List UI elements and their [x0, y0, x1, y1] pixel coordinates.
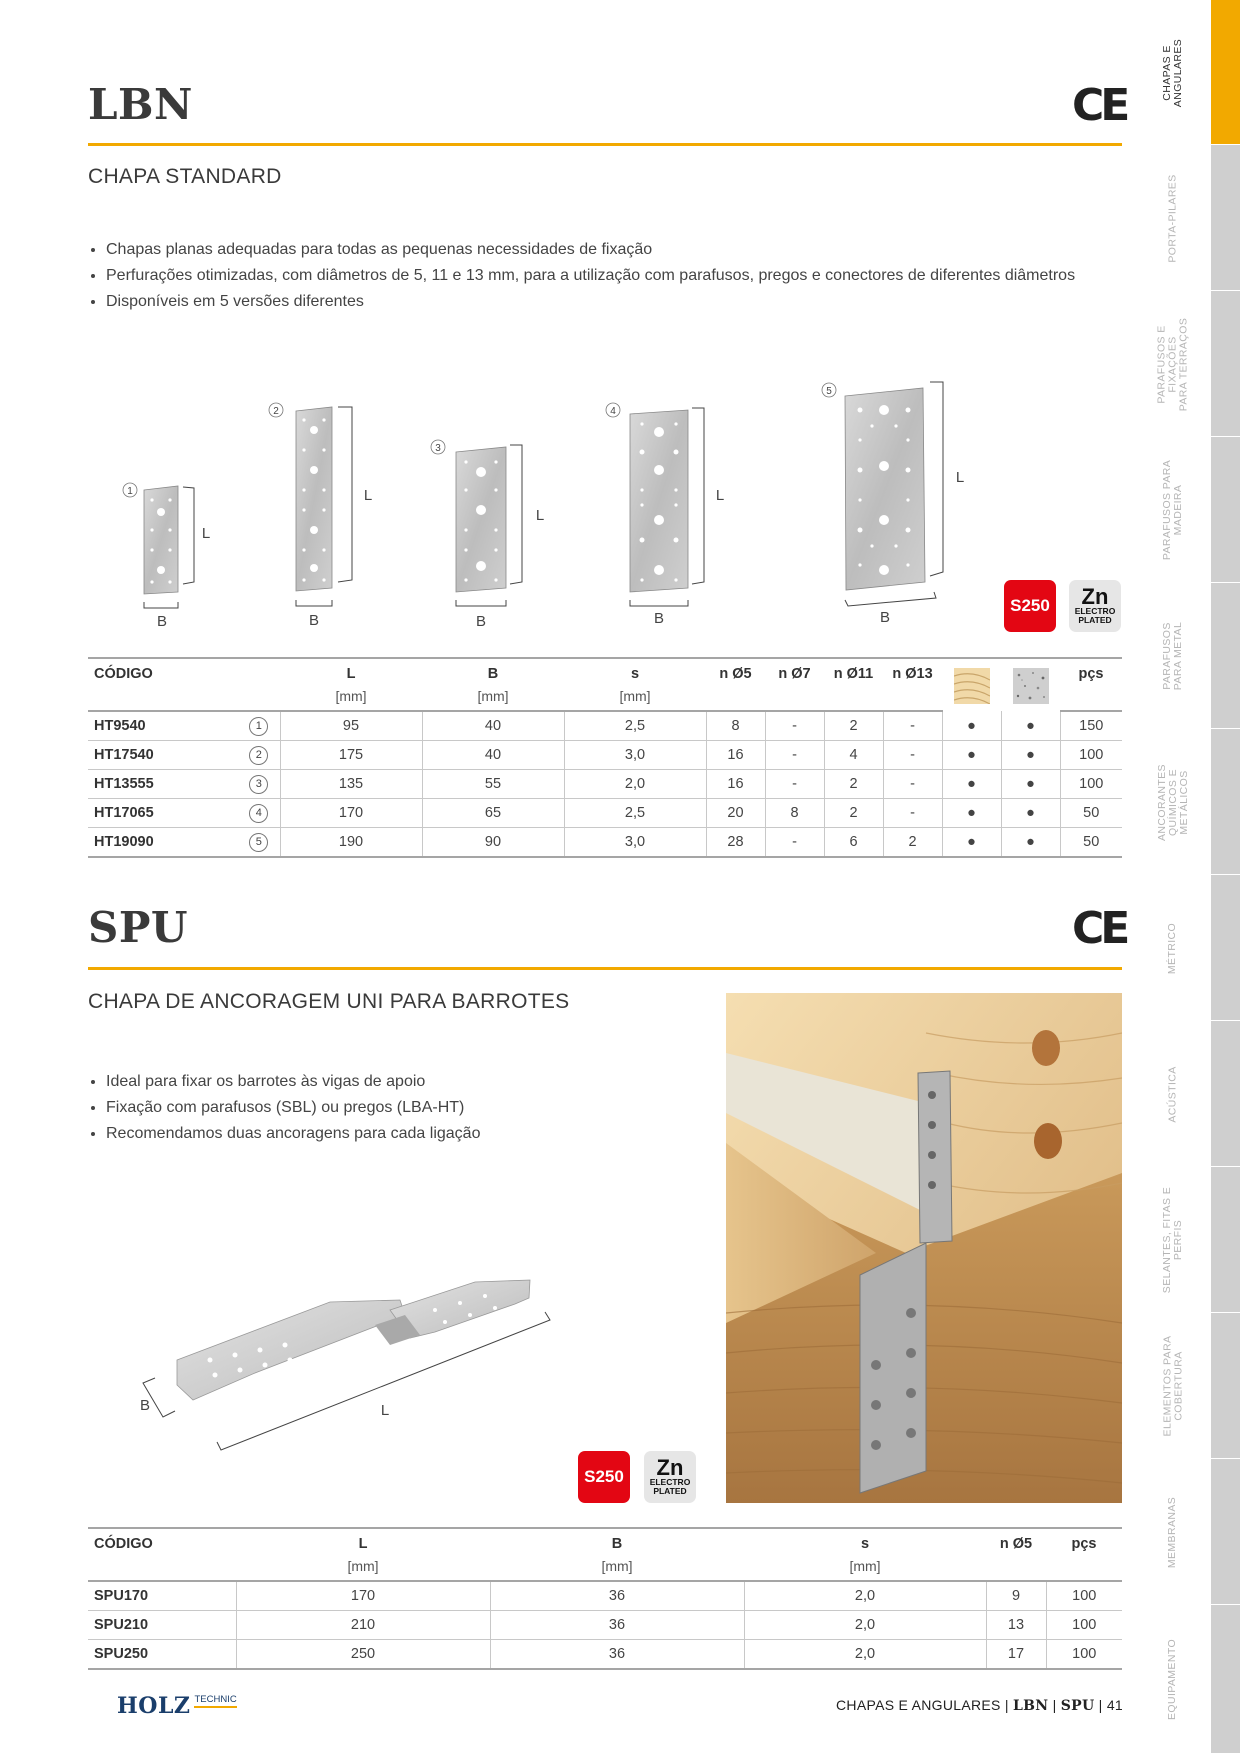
lbn-cell-l: 175: [280, 741, 422, 770]
table-row: [88, 1611, 1122, 1640]
holz-technic-logo: [117, 1693, 237, 1719]
footer-separator: |: [1052, 1697, 1057, 1713]
lbn-col-n7: n Ø7: [765, 658, 824, 684]
sidebar-tab-equipamento-marker[interactable]: [1211, 1605, 1240, 1754]
spu-installation-photo: [726, 993, 1122, 1503]
lbn-cell-concrete: ●: [1001, 828, 1060, 858]
table-row: [88, 741, 1122, 770]
spu-zn-label: Zn: [656, 1455, 684, 1480]
lbn-cell-n11: 2: [824, 711, 883, 741]
sidebar-tab-terracos-marker[interactable]: [1211, 291, 1240, 437]
sidebar-tab-acustica-marker[interactable]: [1211, 1021, 1240, 1167]
footer-section: CHAPAS E ANGULARES: [836, 1697, 1001, 1713]
plate-3-number: 3: [435, 443, 441, 454]
lbn-cell-n5: 20: [706, 799, 765, 828]
lbn-cell-n11: 2: [824, 799, 883, 828]
lbn-cell-s: 3,0: [564, 741, 706, 770]
lbn-ce-mark: CE: [1072, 80, 1127, 131]
lbn-cell-n11: 2: [824, 770, 883, 799]
spu-zn-sub1: ELECTRO: [649, 1477, 691, 1487]
spu-cell-pcs: 100: [1046, 1611, 1122, 1640]
plate-1-dim-b: B: [156, 613, 168, 630]
spu-unit-s: [mm]: [744, 1554, 986, 1581]
plate-5-dim-l: L: [955, 469, 965, 486]
sidebar-tab-metal-marker[interactable]: [1211, 583, 1240, 729]
spu-cell-pcs: 100: [1046, 1581, 1122, 1611]
lbn-cell-n13: 2: [883, 828, 942, 858]
table-row: [88, 1581, 1122, 1611]
footer-item-lbn: LBN: [1013, 1698, 1049, 1714]
footer-separator: |: [1098, 1697, 1103, 1713]
spu-feature-item: • Fixação com parafusos (SBL) ou pregos (LBA-HT): [106, 1098, 480, 1117]
table-row: [88, 799, 1122, 828]
sidebar-tab-equipamento[interactable]: EQUIPAMENTO: [1166, 1638, 1179, 1721]
sidebar-tab-chapas[interactable]: CHAPAS E ANGULARES: [1161, 38, 1184, 107]
spu-s250-label: S250: [584, 1467, 624, 1486]
plate-5-number: 5: [826, 386, 832, 397]
sidebar-tab-madeira-marker[interactable]: [1211, 437, 1240, 583]
lbn-cell-wood: ●: [942, 799, 1001, 828]
plate-4-illustration: [606, 403, 724, 627]
lbn-cell-code: HT9540: [88, 711, 238, 741]
plate-3-dim-b: B: [475, 613, 487, 630]
lbn-col-n11: n Ø11: [824, 658, 883, 684]
spu-dim-b: B: [139, 1397, 151, 1414]
lbn-cell-b: 55: [422, 770, 564, 799]
lbn-cell-s: 3,0: [564, 828, 706, 858]
sidebar-tab-porta-pilares[interactable]: PORTA-PILARES: [1166, 173, 1179, 263]
spu-col-s: s: [744, 1528, 986, 1554]
sidebar-tab-porta-pilares-marker[interactable]: [1211, 145, 1240, 291]
plate-1-illustration: [123, 483, 210, 630]
lbn-cell-concrete: ●: [1001, 711, 1060, 741]
spu-table-header-row: [88, 1528, 1122, 1554]
spu-cell-s: 2,0: [744, 1640, 986, 1670]
lbn-cell-s: 2,5: [564, 799, 706, 828]
sidebar-tab-acustica[interactable]: ACÚSTICA: [1166, 1065, 1179, 1123]
row-number-badge: 2: [249, 746, 268, 765]
plate-4-dim-l: L: [715, 487, 725, 504]
lbn-unit-b: [mm]: [422, 684, 564, 711]
sidebar-tab-chapas-marker[interactable]: [1211, 0, 1240, 145]
sidebar-tab-selantes[interactable]: SELANTES, FITAS E PERFIS: [1161, 1186, 1185, 1294]
sidebar-tab-metal[interactable]: PARAFUSOS PARA METAL: [1161, 621, 1185, 691]
lbn-cell-l: 95: [280, 711, 422, 741]
lbn-title-rule: [88, 143, 1122, 146]
spu-cell-n5: 13: [986, 1611, 1046, 1640]
lbn-zn-sub1: ELECTRO: [1074, 606, 1116, 616]
spu-table-units-row: [88, 1554, 1122, 1581]
spu-cell-n5: 17: [986, 1640, 1046, 1670]
lbn-zn-badge: [1069, 580, 1121, 632]
plate-2-dim-b: B: [308, 612, 320, 629]
spu-cell-l: 250: [236, 1640, 490, 1670]
spu-cell-code: SPU250: [88, 1640, 236, 1670]
spu-cell-code: SPU210: [88, 1611, 236, 1640]
lbn-col-s: s: [564, 658, 706, 684]
lbn-cell-n7: -: [765, 741, 824, 770]
lbn-cell-s: 2,5: [564, 711, 706, 741]
lbn-cell-n7: -: [765, 770, 824, 799]
lbn-cell-n5: 8: [706, 711, 765, 741]
lbn-cell-pcs: 150: [1060, 711, 1122, 741]
footer-breadcrumb: [836, 1697, 1123, 1714]
lbn-cell-l: 135: [280, 770, 422, 799]
lbn-col-pcs: pçs: [1060, 658, 1122, 684]
lbn-cell-b: 40: [422, 741, 564, 770]
lbn-cell-n13: -: [883, 741, 942, 770]
lbn-s250-badge: [1004, 580, 1056, 632]
spu-ce-mark: CE: [1072, 903, 1127, 954]
spu-title-rule: [88, 967, 1122, 970]
lbn-feature-item: • Chapas planas adequadas para todas as pequenas necessidades de fixação: [106, 240, 1075, 259]
sidebar-tab-selantes-marker[interactable]: [1211, 1167, 1240, 1313]
sidebar-tab-madeira[interactable]: PARAFUSOS PARA MADEIRA: [1161, 459, 1185, 561]
lbn-cell-wood: ●: [942, 741, 1001, 770]
lbn-cell-n7: -: [765, 828, 824, 858]
spu-col-n5: n Ø5: [986, 1528, 1046, 1554]
spu-col-pcs: pçs: [1046, 1528, 1122, 1554]
spu-feature-item: • Ideal para fixar os barrotes às vigas de apoio: [106, 1072, 480, 1091]
row-number-badge: 1: [249, 717, 268, 736]
table-row: [88, 1640, 1122, 1670]
logo-sub-text: TECHNIC: [194, 1694, 236, 1708]
lbn-cell-l: 190: [280, 828, 422, 858]
concrete-icon: [1013, 668, 1049, 704]
lbn-col-b: B: [422, 658, 564, 684]
spu-col-b: B: [490, 1528, 744, 1554]
sidebar-tab-terracos[interactable]: PARAFUSOS E FIXAÇÕES PARA TERRAÇOS: [1155, 317, 1190, 411]
table-row: [88, 828, 1122, 858]
lbn-zn-label: Zn: [1081, 584, 1109, 609]
spu-cell-code: SPU170: [88, 1581, 236, 1611]
lbn-cell-n11: 4: [824, 741, 883, 770]
lbn-feature-list: [88, 240, 1075, 318]
spu-cell-b: 36: [490, 1581, 744, 1611]
lbn-plates-figure: [100, 370, 980, 635]
plate-4-number: 4: [610, 406, 616, 417]
lbn-cell-code: HT13555: [88, 770, 238, 799]
lbn-cell-pcs: 50: [1060, 828, 1122, 858]
lbn-cell-b: 40: [422, 711, 564, 741]
spu-zn-sub2: PLATED: [653, 1486, 687, 1496]
spu-unit-b: [mm]: [490, 1554, 744, 1581]
lbn-cell-s: 2,0: [564, 770, 706, 799]
spu-spec-table: [88, 1527, 1122, 1670]
lbn-cell-concrete: ●: [1001, 770, 1060, 799]
lbn-cell-wood: ●: [942, 711, 1001, 741]
logo-main-text: HOLZ: [117, 1693, 191, 1719]
plate-3-dim-l: L: [535, 507, 545, 524]
spu-cell-l: 210: [236, 1611, 490, 1640]
spu-cell-b: 36: [490, 1640, 744, 1670]
lbn-cell-concrete: ●: [1001, 799, 1060, 828]
plate-2-illustration: [269, 403, 372, 629]
lbn-cell-b: 65: [422, 799, 564, 828]
spu-dim-l: L: [380, 1402, 390, 1419]
sidebar-tab-metrico[interactable]: MÉTRICO: [1166, 922, 1179, 974]
lbn-cell-code: HT17540: [88, 741, 238, 770]
lbn-cell-n5: 28: [706, 828, 765, 858]
lbn-cell-code: HT17065: [88, 799, 238, 828]
table-row: [88, 711, 1122, 741]
lbn-cell-n13: -: [883, 770, 942, 799]
lbn-cell-l: 170: [280, 799, 422, 828]
lbn-col-codigo: CÓDIGO: [88, 658, 238, 684]
row-number-badge: 5: [249, 833, 268, 852]
spu-cell-l: 170: [236, 1581, 490, 1611]
lbn-table-header-row: [88, 658, 1122, 684]
plate-1-number: 1: [127, 486, 133, 497]
plate-4-dim-b: B: [653, 610, 665, 627]
lbn-cell-n7: 8: [765, 799, 824, 828]
lbn-col-concrete: [1001, 658, 1060, 711]
spu-zn-badge: [644, 1451, 696, 1503]
plate-3-illustration: [431, 440, 544, 630]
spu-subtitle: CHAPA DE ANCORAGEM UNI PARA BARROTES: [88, 990, 570, 1013]
lbn-cell-n11: 6: [824, 828, 883, 858]
lbn-feature-item: • Perfurações otimizadas, com diâmetros de 5, 11 e 13 mm, para a utilização com parafusos, pregos e conectores de diferentes diâmetros: [106, 266, 1075, 285]
page-number: 41: [1106, 1697, 1123, 1713]
lbn-cell-n7: -: [765, 711, 824, 741]
spu-feature-item: • Recomendamos duas ancoragens para cada ligação: [106, 1124, 480, 1143]
footer-item-spu: SPU: [1060, 1698, 1095, 1714]
sidebar-tab-metrico-marker[interactable]: [1211, 875, 1240, 1021]
spu-s250-badge: [578, 1451, 630, 1503]
lbn-col-n13: n Ø13: [883, 658, 942, 684]
sidebar-tab-membranas[interactable]: MEMBRANAS: [1166, 1496, 1179, 1568]
lbn-cell-pcs: 100: [1060, 770, 1122, 799]
spu-cell-pcs: 100: [1046, 1640, 1122, 1670]
lbn-cell-wood: ●: [942, 828, 1001, 858]
lbn-cell-wood: ●: [942, 770, 1001, 799]
plate-5-illustration: [822, 382, 964, 626]
lbn-title: LBN: [88, 80, 193, 129]
lbn-cell-b: 90: [422, 828, 564, 858]
lbn-zn-sub2: PLATED: [1078, 615, 1112, 625]
plate-5-dim-b: B: [879, 609, 891, 626]
sidebar-tab-membranas-marker[interactable]: [1211, 1459, 1240, 1605]
table-row: [88, 770, 1122, 799]
lbn-cell-code: HT19090: [88, 828, 238, 858]
lbn-s250-label: S250: [1010, 596, 1050, 615]
spu-col-codigo: CÓDIGO: [88, 1528, 236, 1554]
lbn-cell-n5: 16: [706, 741, 765, 770]
lbn-cell-concrete: ●: [1001, 741, 1060, 770]
spu-unit-l: [mm]: [236, 1554, 490, 1581]
lbn-col-l: L: [280, 658, 422, 684]
plate-2-number: 2: [273, 406, 279, 417]
lbn-col-n5: n Ø5: [706, 658, 765, 684]
row-number-badge: 3: [249, 775, 268, 794]
footer-separator: |: [1004, 1697, 1009, 1713]
spu-cell-n5: 9: [986, 1581, 1046, 1611]
spu-cell-s: 2,0: [744, 1581, 986, 1611]
spu-cell-b: 36: [490, 1611, 744, 1640]
lbn-subtitle: CHAPA STANDARD: [88, 165, 282, 188]
spu-title: SPU: [88, 903, 189, 952]
row-number-badge: 4: [249, 804, 268, 823]
wood-icon: [954, 668, 990, 704]
lbn-spec-table: [88, 657, 1122, 858]
lbn-cell-pcs: 100: [1060, 741, 1122, 770]
sidebar-tab-ancorantes-marker[interactable]: [1211, 729, 1240, 875]
spu-bracket-figure: [135, 1270, 555, 1455]
lbn-unit-l: [mm]: [280, 684, 422, 711]
lbn-cell-n13: -: [883, 799, 942, 828]
spu-col-l: L: [236, 1528, 490, 1554]
sidebar-tab-cobertura[interactable]: ELEMENTOS PARA COBERTURA: [1161, 1335, 1184, 1437]
spu-cell-s: 2,0: [744, 1611, 986, 1640]
lbn-col-wood: [942, 658, 1001, 711]
spu-feature-list: [88, 1072, 480, 1150]
plate-1-dim-l: L: [201, 525, 211, 542]
lbn-unit-s: [mm]: [564, 684, 706, 711]
sidebar-tab-cobertura-marker[interactable]: [1211, 1313, 1240, 1459]
lbn-cell-n5: 16: [706, 770, 765, 799]
lbn-cell-n13: -: [883, 711, 942, 741]
lbn-cell-pcs: 50: [1060, 799, 1122, 828]
lbn-feature-item: • Disponíveis em 5 versões diferentes: [106, 292, 1075, 311]
plate-2-dim-l: L: [363, 487, 373, 504]
sidebar-tab-ancorantes[interactable]: ANCORANTES QUÍMICOS E METÁLICOS: [1155, 763, 1190, 841]
